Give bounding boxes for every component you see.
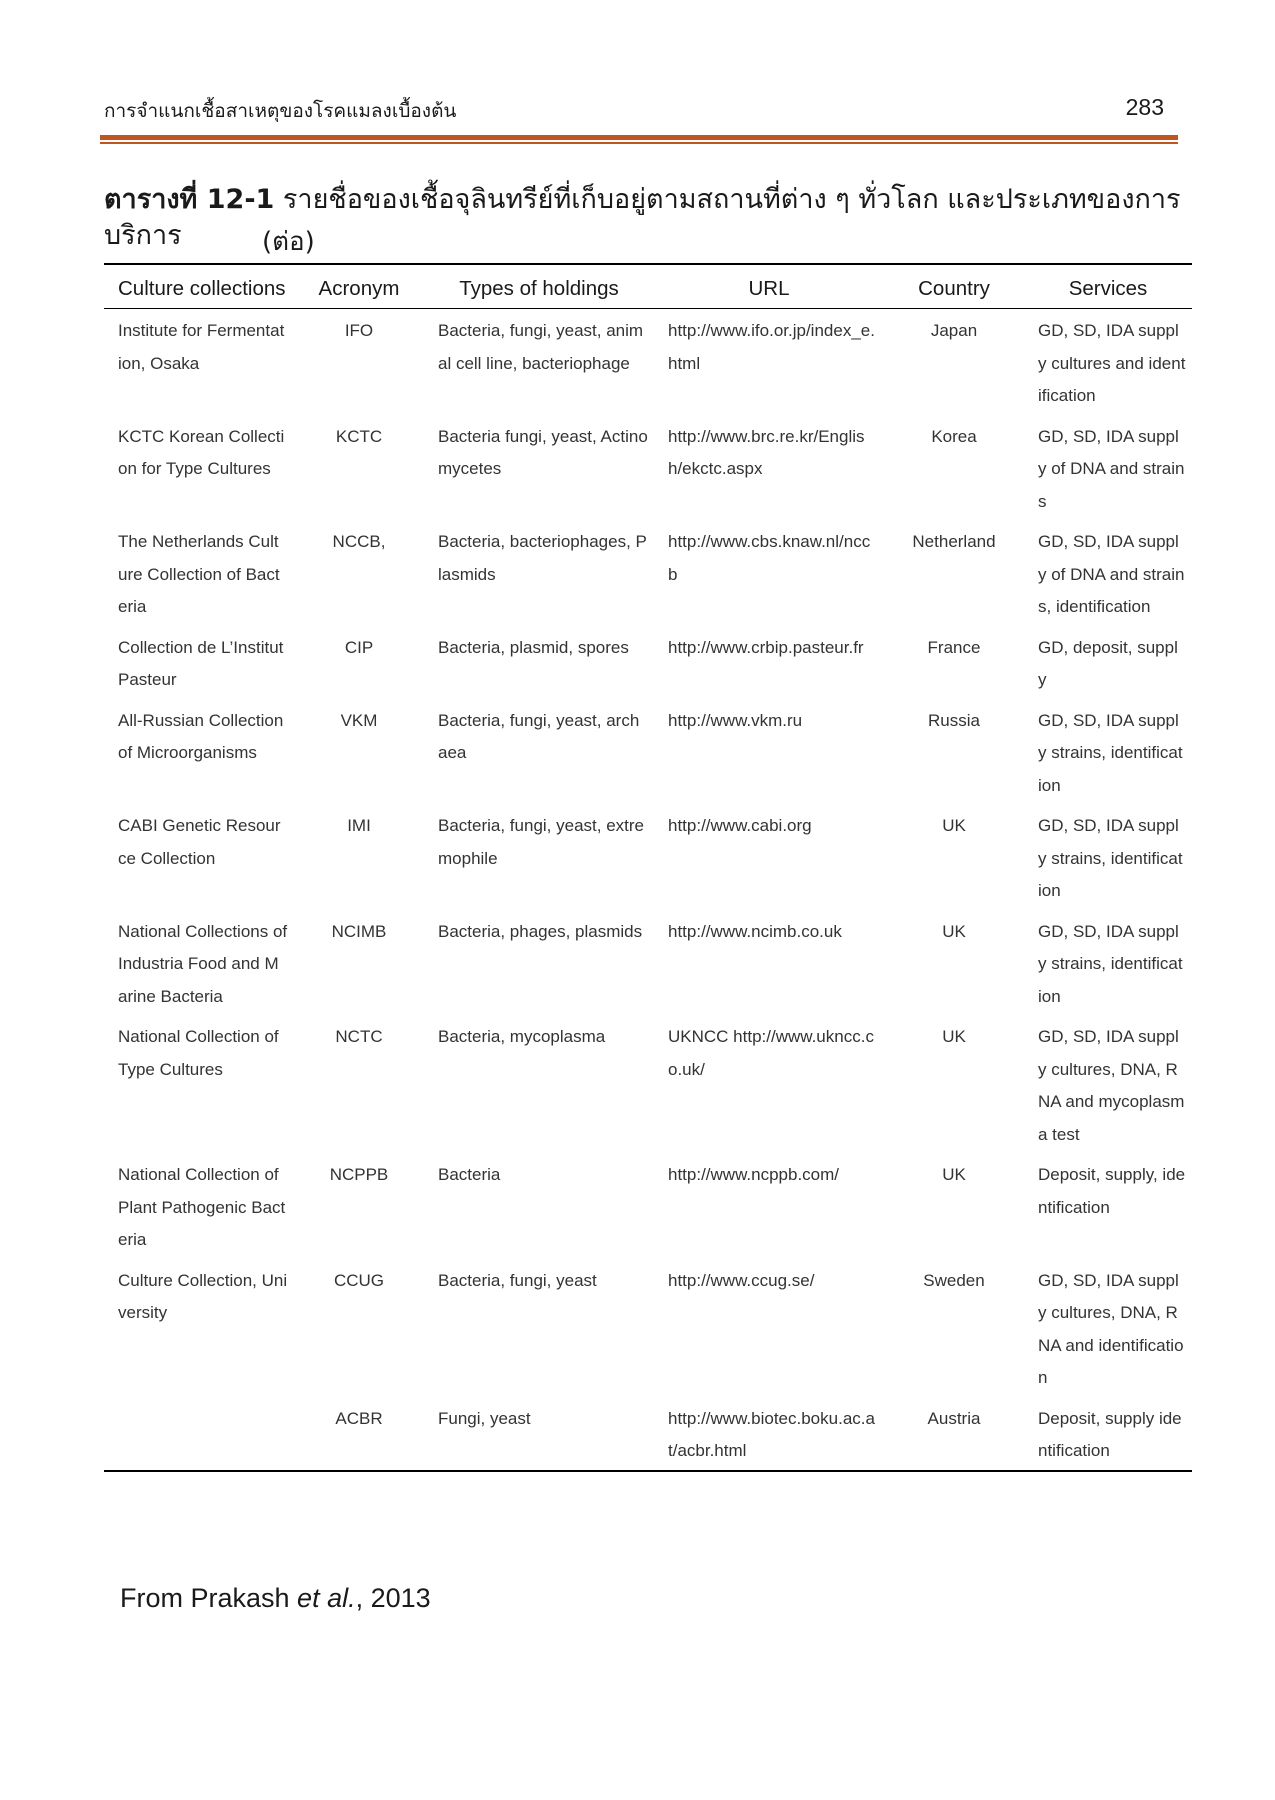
cell-acronym: CCUG — [333, 1270, 385, 1290]
cell-culture-collection: National Collection of Type Cultures — [118, 1027, 279, 1079]
cell-country: UK — [942, 1165, 966, 1184]
cell-culture-collection: Culture Collection, University — [118, 1270, 288, 1322]
cell-acronym: IMI — [347, 816, 371, 835]
cell-url: http://www.ifo.or.jp/index_e.html — [668, 321, 875, 373]
cell-acronym: NCIMB — [331, 921, 387, 941]
cell-culture-collection: Institute for Fermentation, Osaka — [118, 321, 285, 373]
cell-url: http://www.cabi.org — [668, 816, 812, 835]
header-acronym: Acronym — [318, 277, 400, 300]
cell-services: GD, SD, IDA supply strains, identification — [1038, 921, 1183, 1006]
cell-country: France — [927, 637, 981, 657]
cell-url: http://www.brc.re.kr/English/ekctc.aspx — [668, 426, 865, 478]
source-prefix: From Prakash — [120, 1583, 298, 1613]
cell-services: GD, SD, IDA supply cultures, DNA, RNA and identification — [1038, 1270, 1184, 1387]
cell-culture-collection: Collection de L’Institut Pasteur — [118, 637, 284, 689]
cell-acronym: VKM — [340, 710, 378, 730]
cell-url: http://www.ncppb.com/ — [668, 1165, 840, 1184]
page-number: 283 — [1125, 94, 1164, 120]
table-row — [104, 309, 1192, 415]
cell-types: Bacteria, fungi, yeast — [438, 1270, 597, 1290]
table-row — [104, 1397, 1192, 1471]
cell-country: Russia — [928, 710, 980, 730]
cell-acronym: NCPPB — [329, 1165, 389, 1184]
cell-culture-collection: KCTC Korean Collection for Type Cultures — [118, 426, 285, 478]
cell-country: UK — [942, 1027, 966, 1046]
cell-services: GD, deposit, supply — [1038, 637, 1178, 689]
cell-services: GD, SD, IDA supply strains, identification — [1038, 816, 1183, 900]
running-title: การจำแนกเชื้อสาเหตุของโรคแมลงเบื้องต้น — [104, 100, 457, 122]
header-types: Types of holdings — [459, 277, 619, 300]
cell-types: Bacteria, mycoplasma — [438, 1027, 606, 1046]
cell-services: Deposit, supply, identification — [1038, 1165, 1186, 1217]
table-row — [104, 1015, 1192, 1153]
cell-types: Bacteria fungi, yeast, Actinomycetes — [438, 426, 648, 478]
cell-country: Korea — [931, 426, 977, 446]
table-row — [104, 1259, 1192, 1397]
cell-culture-collection — [104, 1397, 294, 1471]
cell-types: Bacteria, fungi, yeast, extremophile — [438, 816, 644, 868]
source-suffix: , 2013 — [355, 1583, 431, 1613]
cell-acronym: NCCB, — [332, 532, 386, 551]
table-row — [104, 699, 1192, 805]
cell-acronym: IFO — [344, 321, 374, 340]
cell-country: Sweden — [923, 1270, 985, 1290]
cell-services: Deposit, supply identification — [1038, 1408, 1182, 1460]
cell-culture-collection: National Collection of Plant Pathogenic Bacteria — [118, 1165, 286, 1249]
source-citation — [120, 1583, 431, 1614]
cell-country: Austria — [927, 1408, 981, 1428]
cell-culture-collection: CABI Genetic Resource Collection — [118, 816, 281, 868]
cell-services: GD, SD, IDA supply cultures, DNA, RNA and mycoplasma test — [1038, 1027, 1185, 1144]
header-rule-thin — [100, 142, 1178, 144]
cell-types: Bacteria — [438, 1165, 501, 1184]
cell-services: GD, SD, IDA supply cultures and identification — [1038, 321, 1186, 405]
caption-continued: (ต่อ) — [262, 227, 315, 257]
cell-services: GD, SD, IDA supply of DNA and strains, identification — [1038, 532, 1185, 616]
cell-services: GD, SD, IDA supply of DNA and strains — [1038, 426, 1185, 511]
data-table — [104, 263, 1192, 1472]
table-row — [104, 804, 1192, 910]
table-row — [104, 1153, 1192, 1259]
header-rule-thick — [100, 135, 1178, 140]
caption-label: ตารางที่ 12-1 — [104, 184, 275, 215]
cell-types: Bacteria, phages, plasmids — [438, 921, 643, 941]
cell-types: Bacteria, fungi, yeast, archaea — [438, 710, 640, 762]
cell-url: http://www.vkm.ru — [668, 710, 803, 730]
cell-country: Japan — [930, 321, 978, 340]
header-services: Services — [1068, 277, 1148, 300]
culture-collections-table — [104, 263, 1192, 1472]
cell-country: UK — [942, 816, 966, 835]
cell-url: http://www.crbip.pasteur.fr — [668, 637, 864, 657]
cell-types: Bacteria, fungi, yeast, animal cell line, bacteriophage — [438, 321, 644, 373]
table-row — [104, 415, 1192, 521]
table-row — [104, 910, 1192, 1016]
table-caption — [104, 182, 1194, 257]
cell-acronym: ACBR — [335, 1408, 383, 1428]
header-url: URL — [748, 277, 790, 300]
cell-types: Bacteria, bacteriophages, Plasmids — [438, 532, 647, 584]
table-row — [104, 626, 1192, 699]
cell-url: http://www.ccug.se/ — [668, 1270, 815, 1290]
cell-culture-collection: National Collections of Industria Food and Marine Bacteria — [118, 921, 288, 1006]
cell-country: Netherland — [912, 532, 996, 551]
running-header — [104, 96, 1164, 126]
cell-types: Fungi, yeast — [438, 1408, 531, 1428]
table-row — [104, 520, 1192, 626]
cell-types: Bacteria, plasmid, spores — [438, 637, 629, 657]
cell-url: UKNCC http://www.ukncc.co.uk/ — [668, 1027, 874, 1079]
cell-culture-collection: The Netherlands Culture Collection of Bacteria — [118, 532, 280, 616]
cell-url: http://www.biotec.boku.ac.at/acbr.html — [668, 1408, 875, 1460]
source-italic: et al. — [297, 1583, 356, 1613]
header-country: Country — [918, 277, 990, 300]
cell-url: http://www.cbs.knaw.nl/nccb — [668, 532, 871, 584]
cell-country: UK — [942, 921, 966, 941]
header-culture-collections: Culture collections — [118, 277, 286, 300]
cell-acronym: KCTC — [335, 426, 383, 446]
table-header-row — [104, 264, 1192, 309]
table-body — [104, 309, 1192, 1471]
cell-url: http://www.ncimb.co.uk — [668, 921, 842, 941]
caption-text: รายชื่อของเชื้อจุลินทรีย์ที่เก็บอยู่ตามสถานที่ต่าง ๆ ทั่วโลก และประเภทของการบริการ — [104, 184, 1181, 251]
cell-acronym: CIP — [344, 637, 374, 657]
cell-services: GD, SD, IDA supply strains, identification — [1038, 710, 1183, 795]
cell-acronym: NCTC — [335, 1027, 383, 1046]
cell-culture-collection: All-Russian Collection of Microorganisms — [118, 710, 284, 762]
